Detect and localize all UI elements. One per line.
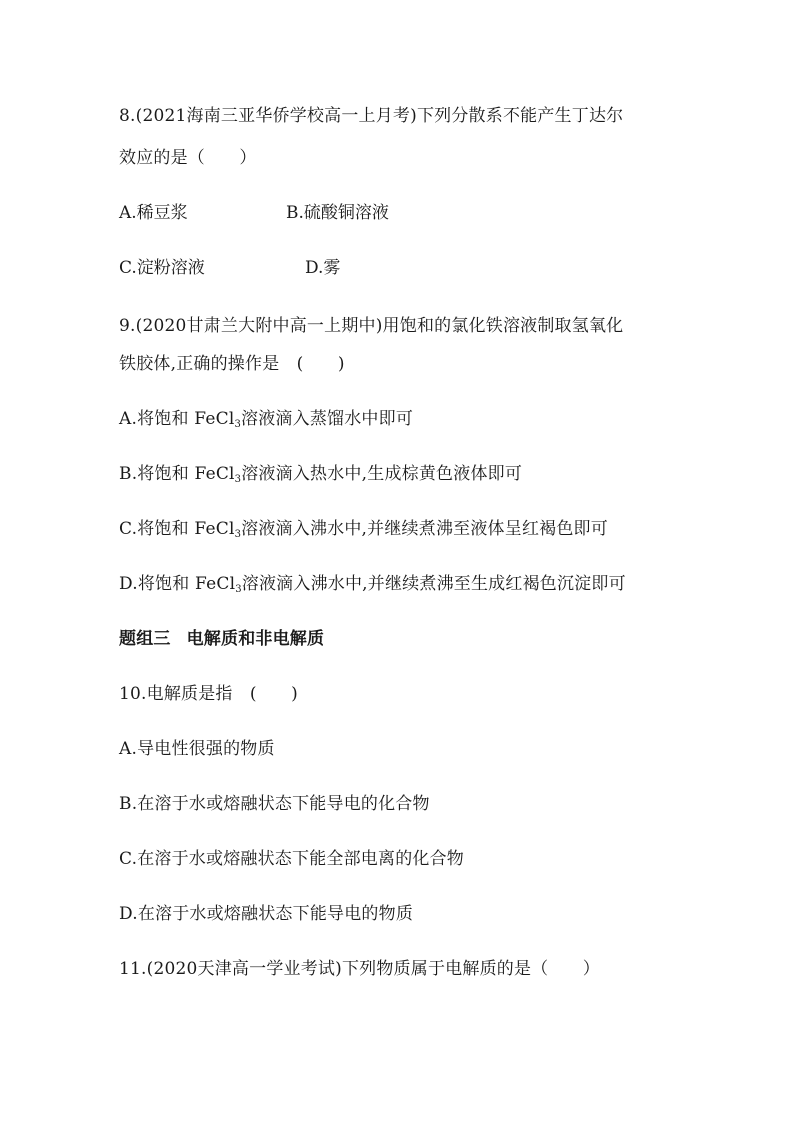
question-10-stem: 10.电解质是指 ( ) <box>119 684 298 704</box>
question-8-option-c: C.淀粉溶液 <box>119 258 205 278</box>
question-10-option-a: A.导电性很强的物质 <box>119 739 275 759</box>
question-11-stem: 11.(2020天津高一学业考试)下列物质属于电解质的是（ ） <box>119 959 600 979</box>
question-10-option-c: C.在溶于水或熔融状态下能全部电离的化合物 <box>119 849 465 869</box>
question-8-stem-line2: 效应的是（ ） <box>119 148 257 168</box>
question-9-stem-line2: 铁胶体,正确的操作是 ( ) <box>119 354 345 374</box>
question-8-stem-line1: 8.(2021海南三亚华侨学校高一上月考)下列分散系不能产生丁达尔 <box>119 106 624 126</box>
question-9-option-a: A.将饱和 FeCl$_3$溶液滴入蒸馏水中即可 <box>119 409 414 430</box>
question-9-stem-line1: 9.(2020甘肃兰大附中高一上期中)用饱和的氯化铁溶液制取氢氧化 <box>119 316 624 336</box>
question-8-option-b: B.硫酸铜溶液 <box>286 203 389 223</box>
question-8-option-a: A.稀豆浆 <box>119 203 188 223</box>
question-9-option-b: B.将饱和 FeCl$_3$溶液滴入热水中,生成棕黄色液体即可 <box>119 464 523 485</box>
question-9-option-d: D.将饱和 FeCl$_3$溶液滴入沸水中,并继续煮沸至生成红褐色沉淀即可 <box>119 574 626 595</box>
question-9-option-c: C.将饱和 FeCl$_3$溶液滴入沸水中,并继续煮沸至液体呈红褐色即可 <box>119 519 608 540</box>
section-heading: 题组三 电解质和非电解质 <box>119 629 325 649</box>
question-8-option-d: D.雾 <box>305 258 341 278</box>
question-10-option-d: D.在溶于水或熔融状态下能导电的物质 <box>119 904 414 924</box>
question-10-option-b: B.在溶于水或熔融状态下能导电的化合物 <box>119 794 430 814</box>
